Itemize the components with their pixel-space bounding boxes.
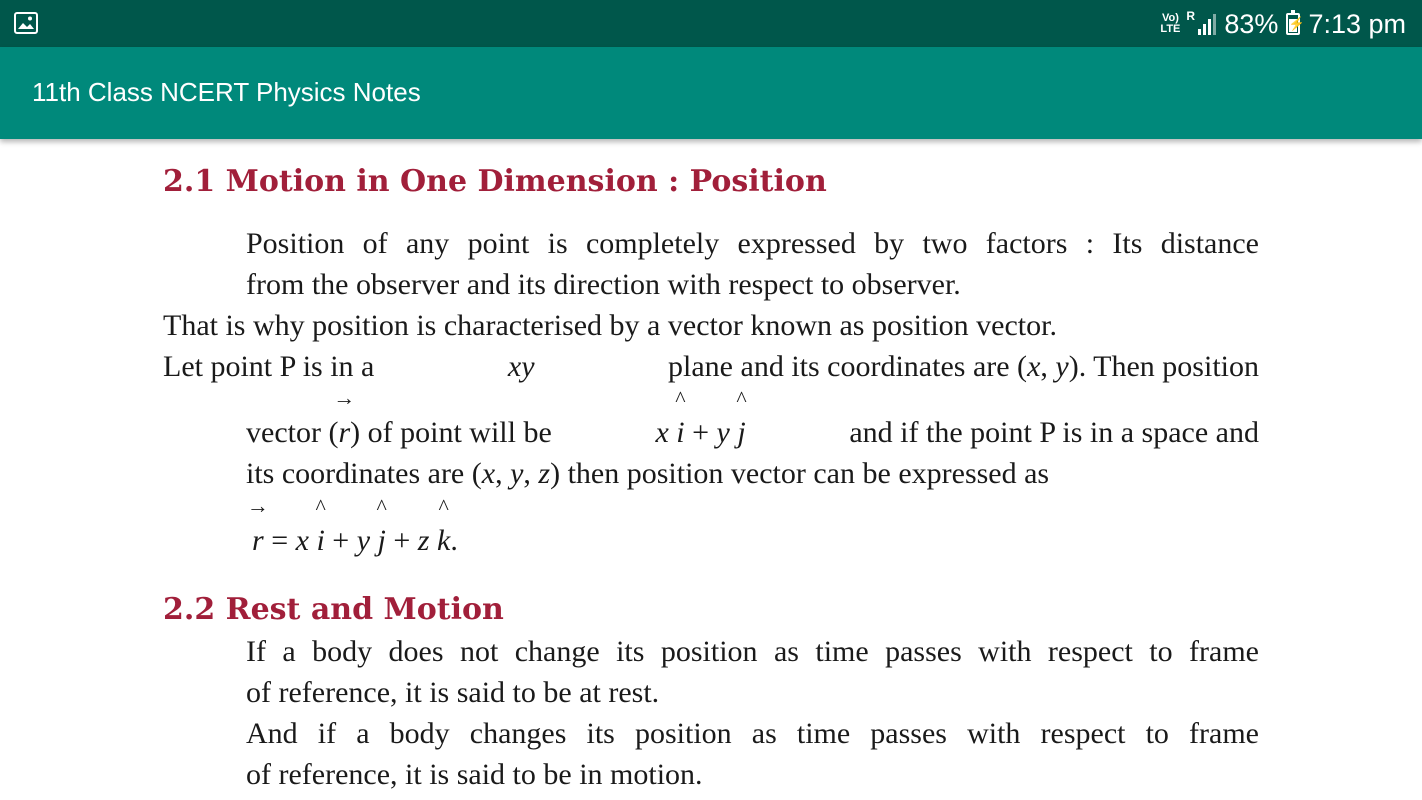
text-segment: Let point P is in a [163,350,375,383]
status-icons [1160,7,1406,41]
vector-r: → r [333,385,356,449]
paragraph-line [246,385,1259,450]
text-segment: its coordinates are (x, y, z) then position vector can be expressed as [246,457,1050,490]
hat-icon: ^ [376,494,387,519]
battery-percent: 83% [1224,8,1279,39]
text-segment: vector ( → r) of point will be [246,385,552,449]
paragraph-line: from the observer and its direction with respect to observer. [246,268,961,301]
hat-icon: ^ [315,494,326,519]
vector-r: → r [246,493,269,557]
math-x: x [1027,350,1041,383]
expression: x ^ i + y ^ j [655,386,747,449]
paragraph-line: Position of any point is completely expressed by two factors : Its distance [246,227,1259,260]
section-heading-position: 2.1 Motion in One Dimension : Position [163,164,827,199]
unit-vector-j: ^ j [736,386,747,449]
paragraph-line: That is why position is characterised by a vector known as position vector. [163,309,1057,342]
paragraph-line: If a body does not change its position as time passes with respect to frame [246,635,1259,668]
app-bar [0,47,1422,139]
hat-icon: ^ [736,386,747,411]
roaming-indicator: R [1186,9,1196,23]
unit-vector-i: ^ i [675,386,686,449]
paragraph-line: of reference, it is said to be at rest. [246,676,660,709]
position-vector-equation: → r = x ^ i + y ^ j + z ^ k. [246,493,458,557]
hat-icon: ^ [675,386,686,411]
paragraph-line [163,350,1259,384]
status-bar [0,0,1422,47]
arrow-icon: → [333,385,356,410]
unit-vector-i: ^ i [315,494,326,557]
section-heading-rest-motion: 2.2 Rest and Motion [163,592,504,627]
notes-content [0,140,1422,800]
text-segment: and if the point P is in a space and [849,416,1259,449]
paragraph-line [246,457,1259,491]
arrow-icon: → [246,493,269,518]
battery-charging-icon: ⚡ [1286,13,1300,35]
unit-vector-j: ^ j [376,494,387,557]
paragraph-line: of reference, it is said to be in motion. [246,758,703,791]
app-title: 11th Class NCERT Physics Notes [32,77,421,107]
unit-vector-k: ^ k [436,494,451,557]
paragraph-line: And if a body changes its position as time passes with respect to frame [246,717,1259,750]
math-xy: xy [507,350,535,383]
image-icon [14,12,38,34]
math-y: y [1055,350,1069,383]
clock: 7:13 pm [1308,8,1406,39]
hat-icon: ^ [438,494,449,519]
volte-icon: Vo) LTE [1160,12,1181,35]
text-segment: plane and its coordinates are (x, y). Then position [668,350,1259,383]
signal-icon [1186,9,1216,35]
